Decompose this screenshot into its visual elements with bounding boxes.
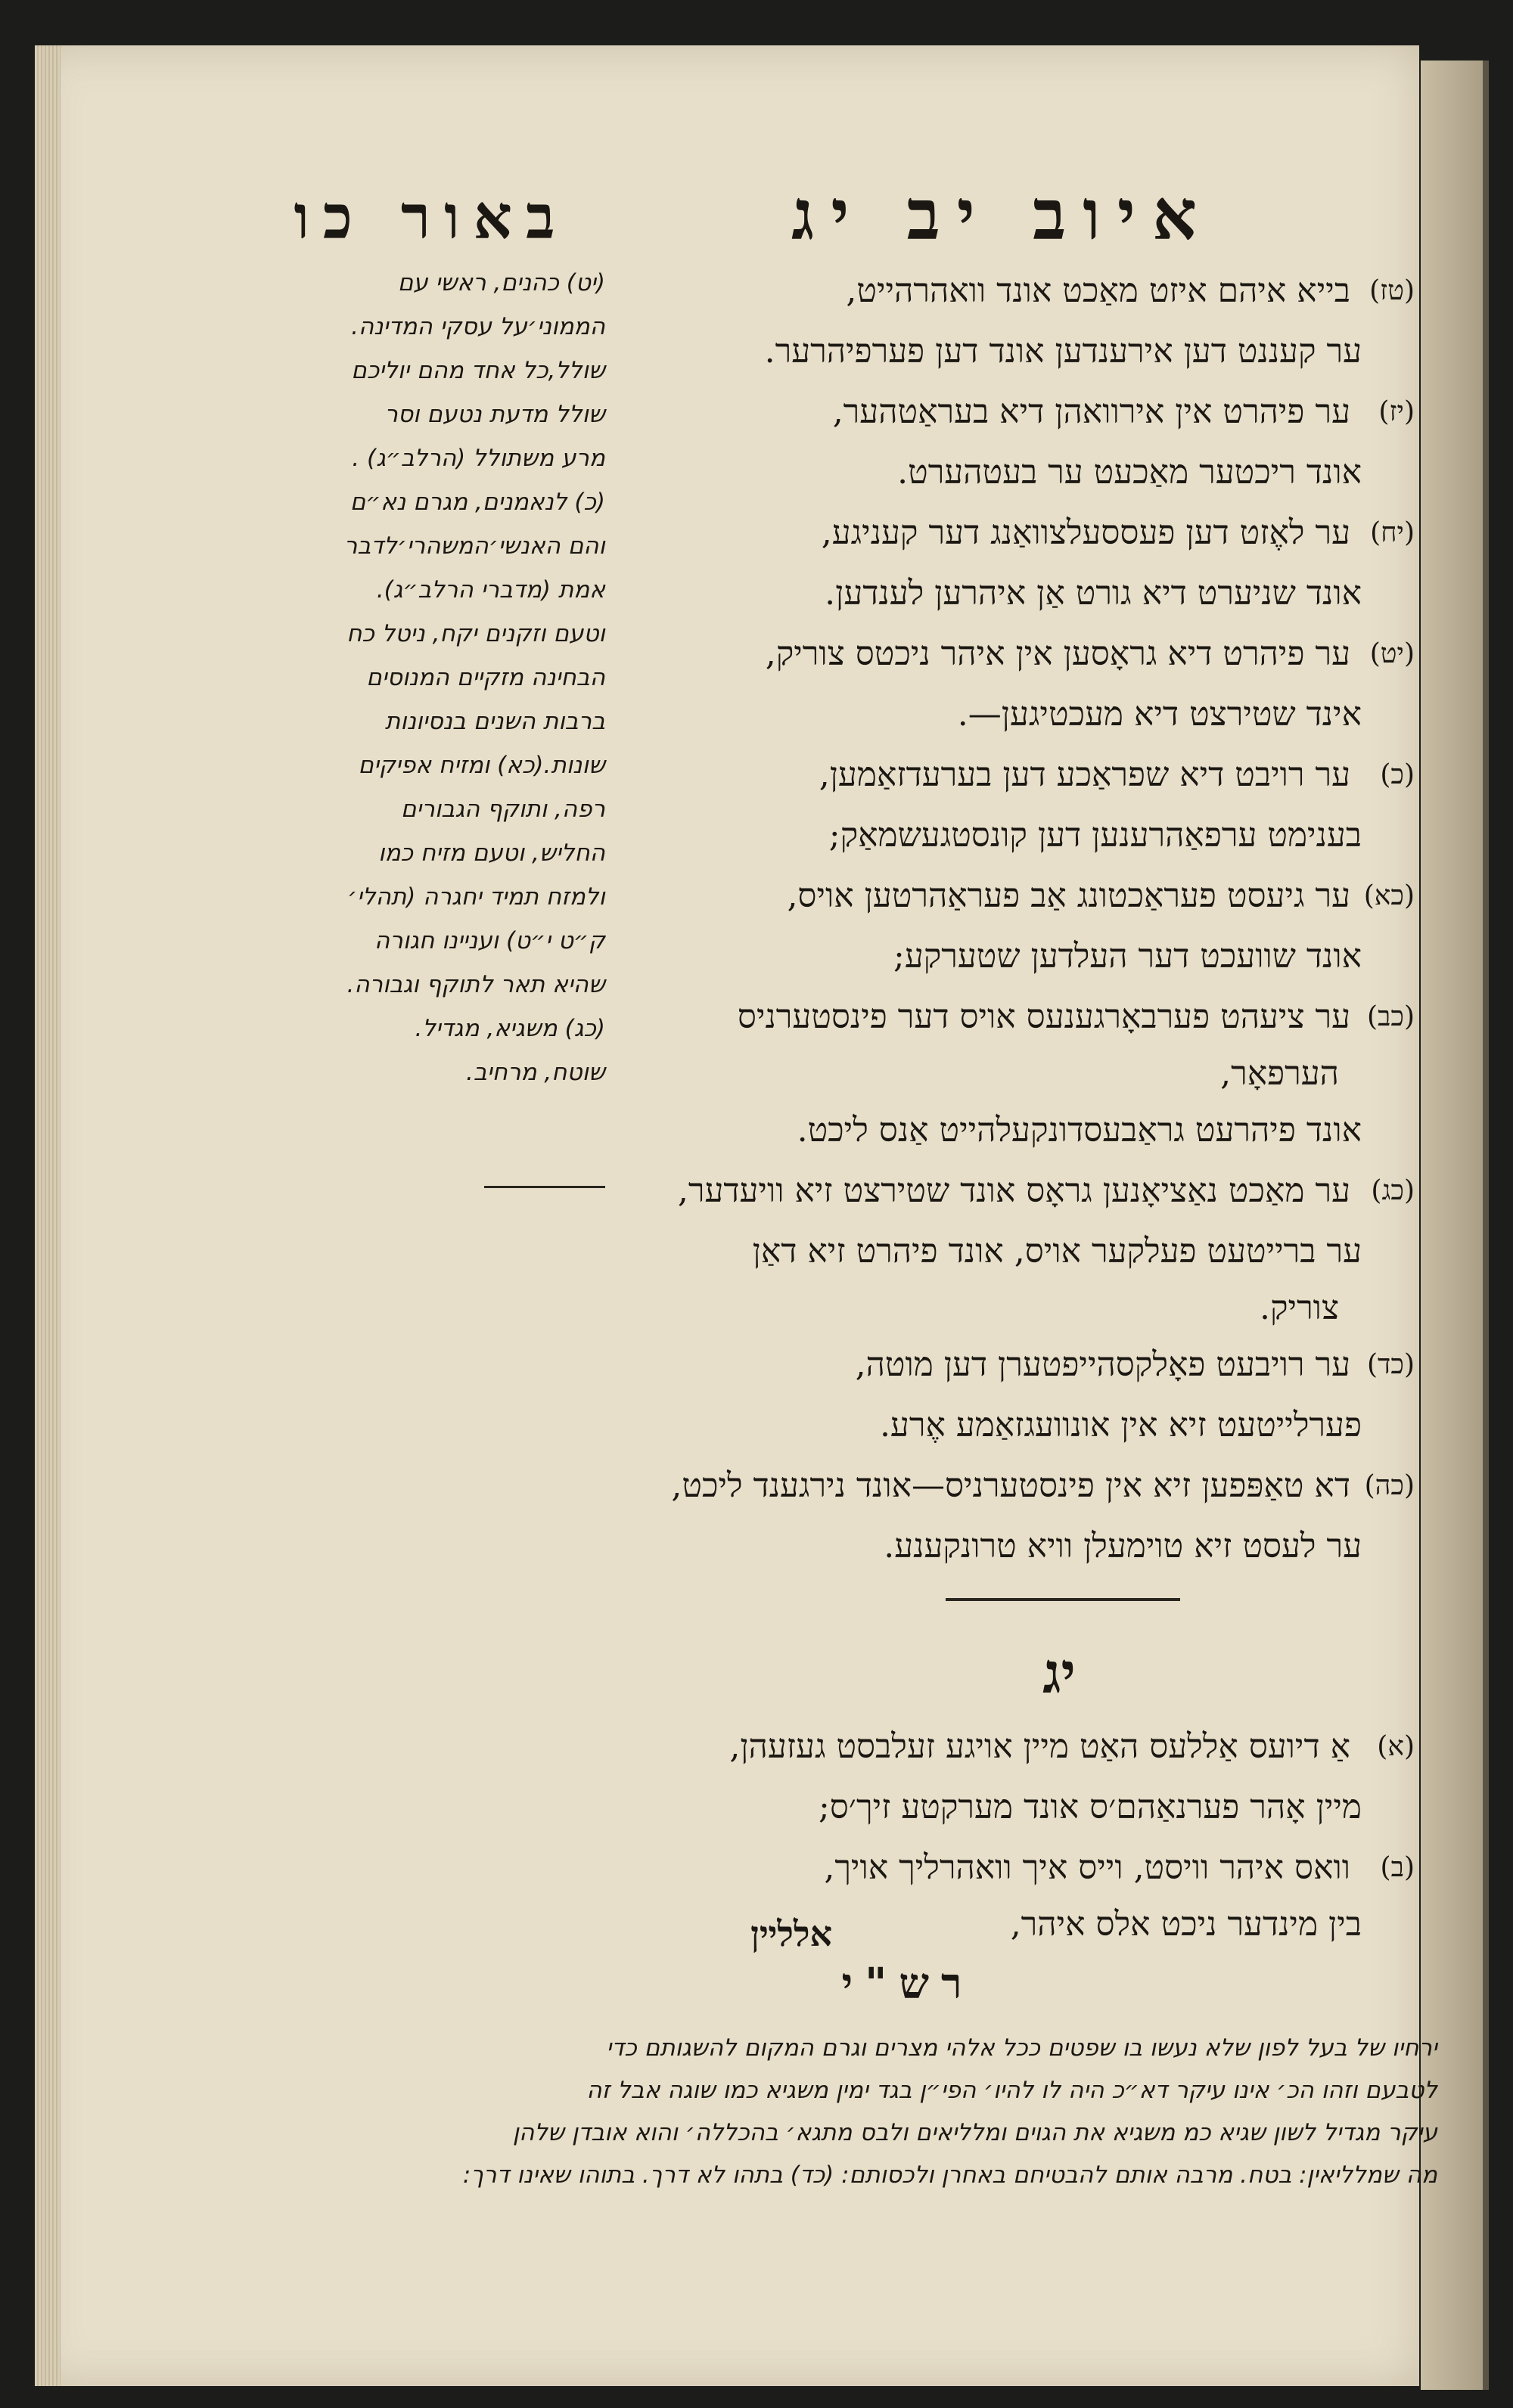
chapter-heading: יג xyxy=(1042,1641,1076,1706)
verse-line xyxy=(635,1221,1422,1282)
commentary-line: ולמזח תמיד יחגרה (תהלי׳ xyxy=(347,883,605,911)
verse-text: דא טאַפּפען זיא אין פינסטערניס—אונד נירגענד ליכט, xyxy=(671,1466,1350,1505)
verse-text: ער מאַכט נאַציאָנען גראָס אונד שטירצט זיא וויעדער, xyxy=(677,1171,1350,1210)
verse-line xyxy=(635,1100,1422,1161)
commentary-line: שולל,כל אחד מהם יוליכם xyxy=(351,357,605,384)
verse-line xyxy=(635,321,1422,382)
commentary-line: שולל מדעת נטעם וסר xyxy=(384,401,605,428)
biur-commentary-column xyxy=(272,261,605,1094)
commentary-line: מרע משתולל (הרלב״ג) . xyxy=(352,445,605,472)
verse-line xyxy=(635,1047,1422,1100)
verse-line xyxy=(635,1335,1422,1395)
verse-line xyxy=(635,382,1422,442)
verse-text: ער קעננט דען אירענדען אונד דען פערפיהרער. xyxy=(764,332,1362,371)
commentary-line: והם האנשי׳המשהרי׳לדבר xyxy=(343,532,605,560)
verse-line xyxy=(635,926,1422,987)
verse-line xyxy=(635,987,1422,1047)
commentary-line: ק״ט י״ט) ועניינו חגורה xyxy=(374,927,605,954)
rashi-line: לטבעם וזהו הכ׳ אינו עיקר דא״כ היה לו להיו׳ הפי״ן בגד ימין משגיא כמו שוגה אבל זה xyxy=(586,2077,1437,2104)
verse-text: ער פיהרט דיא גראָסען אין איהר ניכטס צוריק, xyxy=(765,635,1350,673)
verse-line xyxy=(635,1717,1422,1777)
verse-text: ער ציעהט פערבאָרגענעס אויס דער פינסטערניס xyxy=(737,998,1350,1036)
verse-line xyxy=(635,1161,1422,1221)
commentary-line: (כ) לנאמנים, מגרם נא״ם xyxy=(350,489,605,516)
rashi-line: מה שמלליאין: בטח. מרבה אותם להבטיחם באחרן ולכסותם: (כד) בתהו לא דרך. בתוהו שאינו דרך: xyxy=(462,2161,1437,2189)
verse-line xyxy=(635,684,1422,745)
verse-number: (ב) xyxy=(1380,1852,1415,1883)
verse-text: ער לעסט זיא טוימעלן וויא טרונקענע. xyxy=(884,1527,1362,1566)
verse-line xyxy=(635,1516,1422,1577)
commentary-line: ברבות השנים בנסיונות xyxy=(384,708,605,735)
verse-text: בענימט ערפאַהרענען דען קונסטגעשמאַק; xyxy=(828,816,1362,855)
commentary-line: הממוני׳על עסקי המדינה. xyxy=(351,313,605,340)
catchword: אללײן xyxy=(750,1913,832,1954)
verse-line xyxy=(635,503,1422,563)
verse-text: וואס איהר וויסט, וייס איך וואהרליך אויך, xyxy=(824,1848,1350,1887)
verse-line xyxy=(635,805,1422,866)
verse-line xyxy=(635,745,1422,805)
verse-line xyxy=(635,1777,1422,1838)
verse-text: ער פיהרט אין אירוואהן דיא בעראַטהער, xyxy=(832,393,1350,431)
verse-number: (א) xyxy=(1377,1731,1415,1762)
commentary-line: שוטח, מרחיב. xyxy=(466,1059,605,1086)
commentary-line: וטעם וזקנים יקח, ניטל כח xyxy=(346,620,605,647)
verse-number: (יז) xyxy=(1378,396,1415,427)
verse-number: (כה) xyxy=(1364,1470,1415,1501)
verse-number: (יח) xyxy=(1370,517,1415,548)
verse-line xyxy=(635,624,1422,684)
commentary-line: אמת (מדברי הרלב״ג). xyxy=(376,576,605,604)
main-text-column xyxy=(635,261,1422,1577)
commentary-line: שונות.(כא) ומזיח אפיקים xyxy=(358,752,605,779)
verse-line xyxy=(635,1282,1422,1335)
verse-line xyxy=(635,1395,1422,1456)
verse-number: (טז) xyxy=(1369,275,1415,306)
rashi-line: עיקר מגדיל לשון שגיא כמ משגיא את הגוים ומלליאים ולבס מתגא׳ בהכללה׳ והוא אובדן שלהן xyxy=(512,2119,1437,2146)
verse-line xyxy=(635,1456,1422,1516)
verse-line xyxy=(635,442,1422,503)
verse-text: ער לאֶזט דען פעססעלצוואַנג דער קעניגע, xyxy=(821,514,1350,552)
verse-number: (כב) xyxy=(1366,1001,1415,1032)
section-divider xyxy=(946,1598,1180,1601)
verse-text: אונד שוועכט דער העלדען שטערקע; xyxy=(893,937,1362,976)
verse-line xyxy=(635,866,1422,926)
commentary-line: החליש, וטעם מזיח כמו xyxy=(378,839,605,867)
commentary-line: (כג) משגיא, מגדיל. xyxy=(415,1015,605,1042)
commentary-divider xyxy=(484,1186,605,1188)
verse-number: (כד) xyxy=(1367,1349,1415,1380)
rashi-commentary xyxy=(303,2027,1437,2196)
verse-text: בייא איהם איזט מאַכט אונד וואהרהייט, xyxy=(846,272,1350,310)
verse-line xyxy=(635,1838,1422,1898)
verse-number: (כ) xyxy=(1380,759,1415,790)
commentary-line: שהיא תאר לתוקף וגבורה. xyxy=(346,971,605,998)
verse-text: מיין אָהר פערנאַהם׳ס אונד מערקטע זיך׳ס; xyxy=(818,1788,1362,1826)
verse-text: ער רויבט דיא שפראַכע דען בערעדזאַמען, xyxy=(819,756,1350,794)
verse-text: אינד שטירצט דיא מעכטיגען—. xyxy=(957,695,1362,734)
running-header-commentary: באור כו xyxy=(294,182,569,253)
running-header-main: איוב יב יג xyxy=(791,174,1214,256)
commentary-line: רפה, ותוקף הגבורים xyxy=(400,796,605,823)
commentary-line: (יט) כהנים, ראשי עם xyxy=(397,269,605,296)
verse-line xyxy=(635,563,1422,624)
verse-text: הערפאָר, xyxy=(1220,1054,1339,1093)
verse-text: צוריק. xyxy=(1260,1289,1339,1327)
verse-number: (כג) xyxy=(1371,1175,1415,1206)
verse-text: ער ברייטעט פעלקער אויס, אונד פיהרט זיא דאַן xyxy=(752,1232,1362,1271)
commentary-line: הבחינה מזקיים המנוסים xyxy=(366,664,605,691)
verse-text: ער רויבעט פאָלקסהייפטערן דען מוטה, xyxy=(855,1345,1350,1384)
verse-text: אונד שניערט דיא גורט אַן איהרען לענדען. xyxy=(825,574,1362,613)
verse-number: (יט) xyxy=(1369,638,1415,669)
verse-text: אונד פיהרעט גראַבעסדונקעלהייט אַנס ליכט. xyxy=(797,1111,1362,1150)
rashi-heading: רש"י xyxy=(841,1959,974,2009)
verse-number: (כא) xyxy=(1363,880,1415,911)
verse-text: אונד ריכטער מאַכעט ער בעטהערט. xyxy=(897,453,1362,492)
page-stack-edge xyxy=(35,45,61,2386)
verse-line xyxy=(635,261,1422,321)
verse-text: ער גיעסט פעראַכטונג אַב פעראַהרטען אויס, xyxy=(787,877,1350,915)
verse-text: פערלייטעט זיא אין אונוועגזאַמע אֶרע. xyxy=(879,1406,1362,1444)
verse-text: בין מינדער ניכט אלס איהר, xyxy=(1010,1905,1362,1944)
verse-text: אַ דיועס אַללעס האַט מיין אויגע זעלבסט געזעהן, xyxy=(729,1727,1350,1766)
rashi-line: ירחיו של בעל לפון שלא נעשו בו שפטים ככל אלהי מצרים וגרם המקום להשגותם כדי xyxy=(606,2034,1437,2062)
